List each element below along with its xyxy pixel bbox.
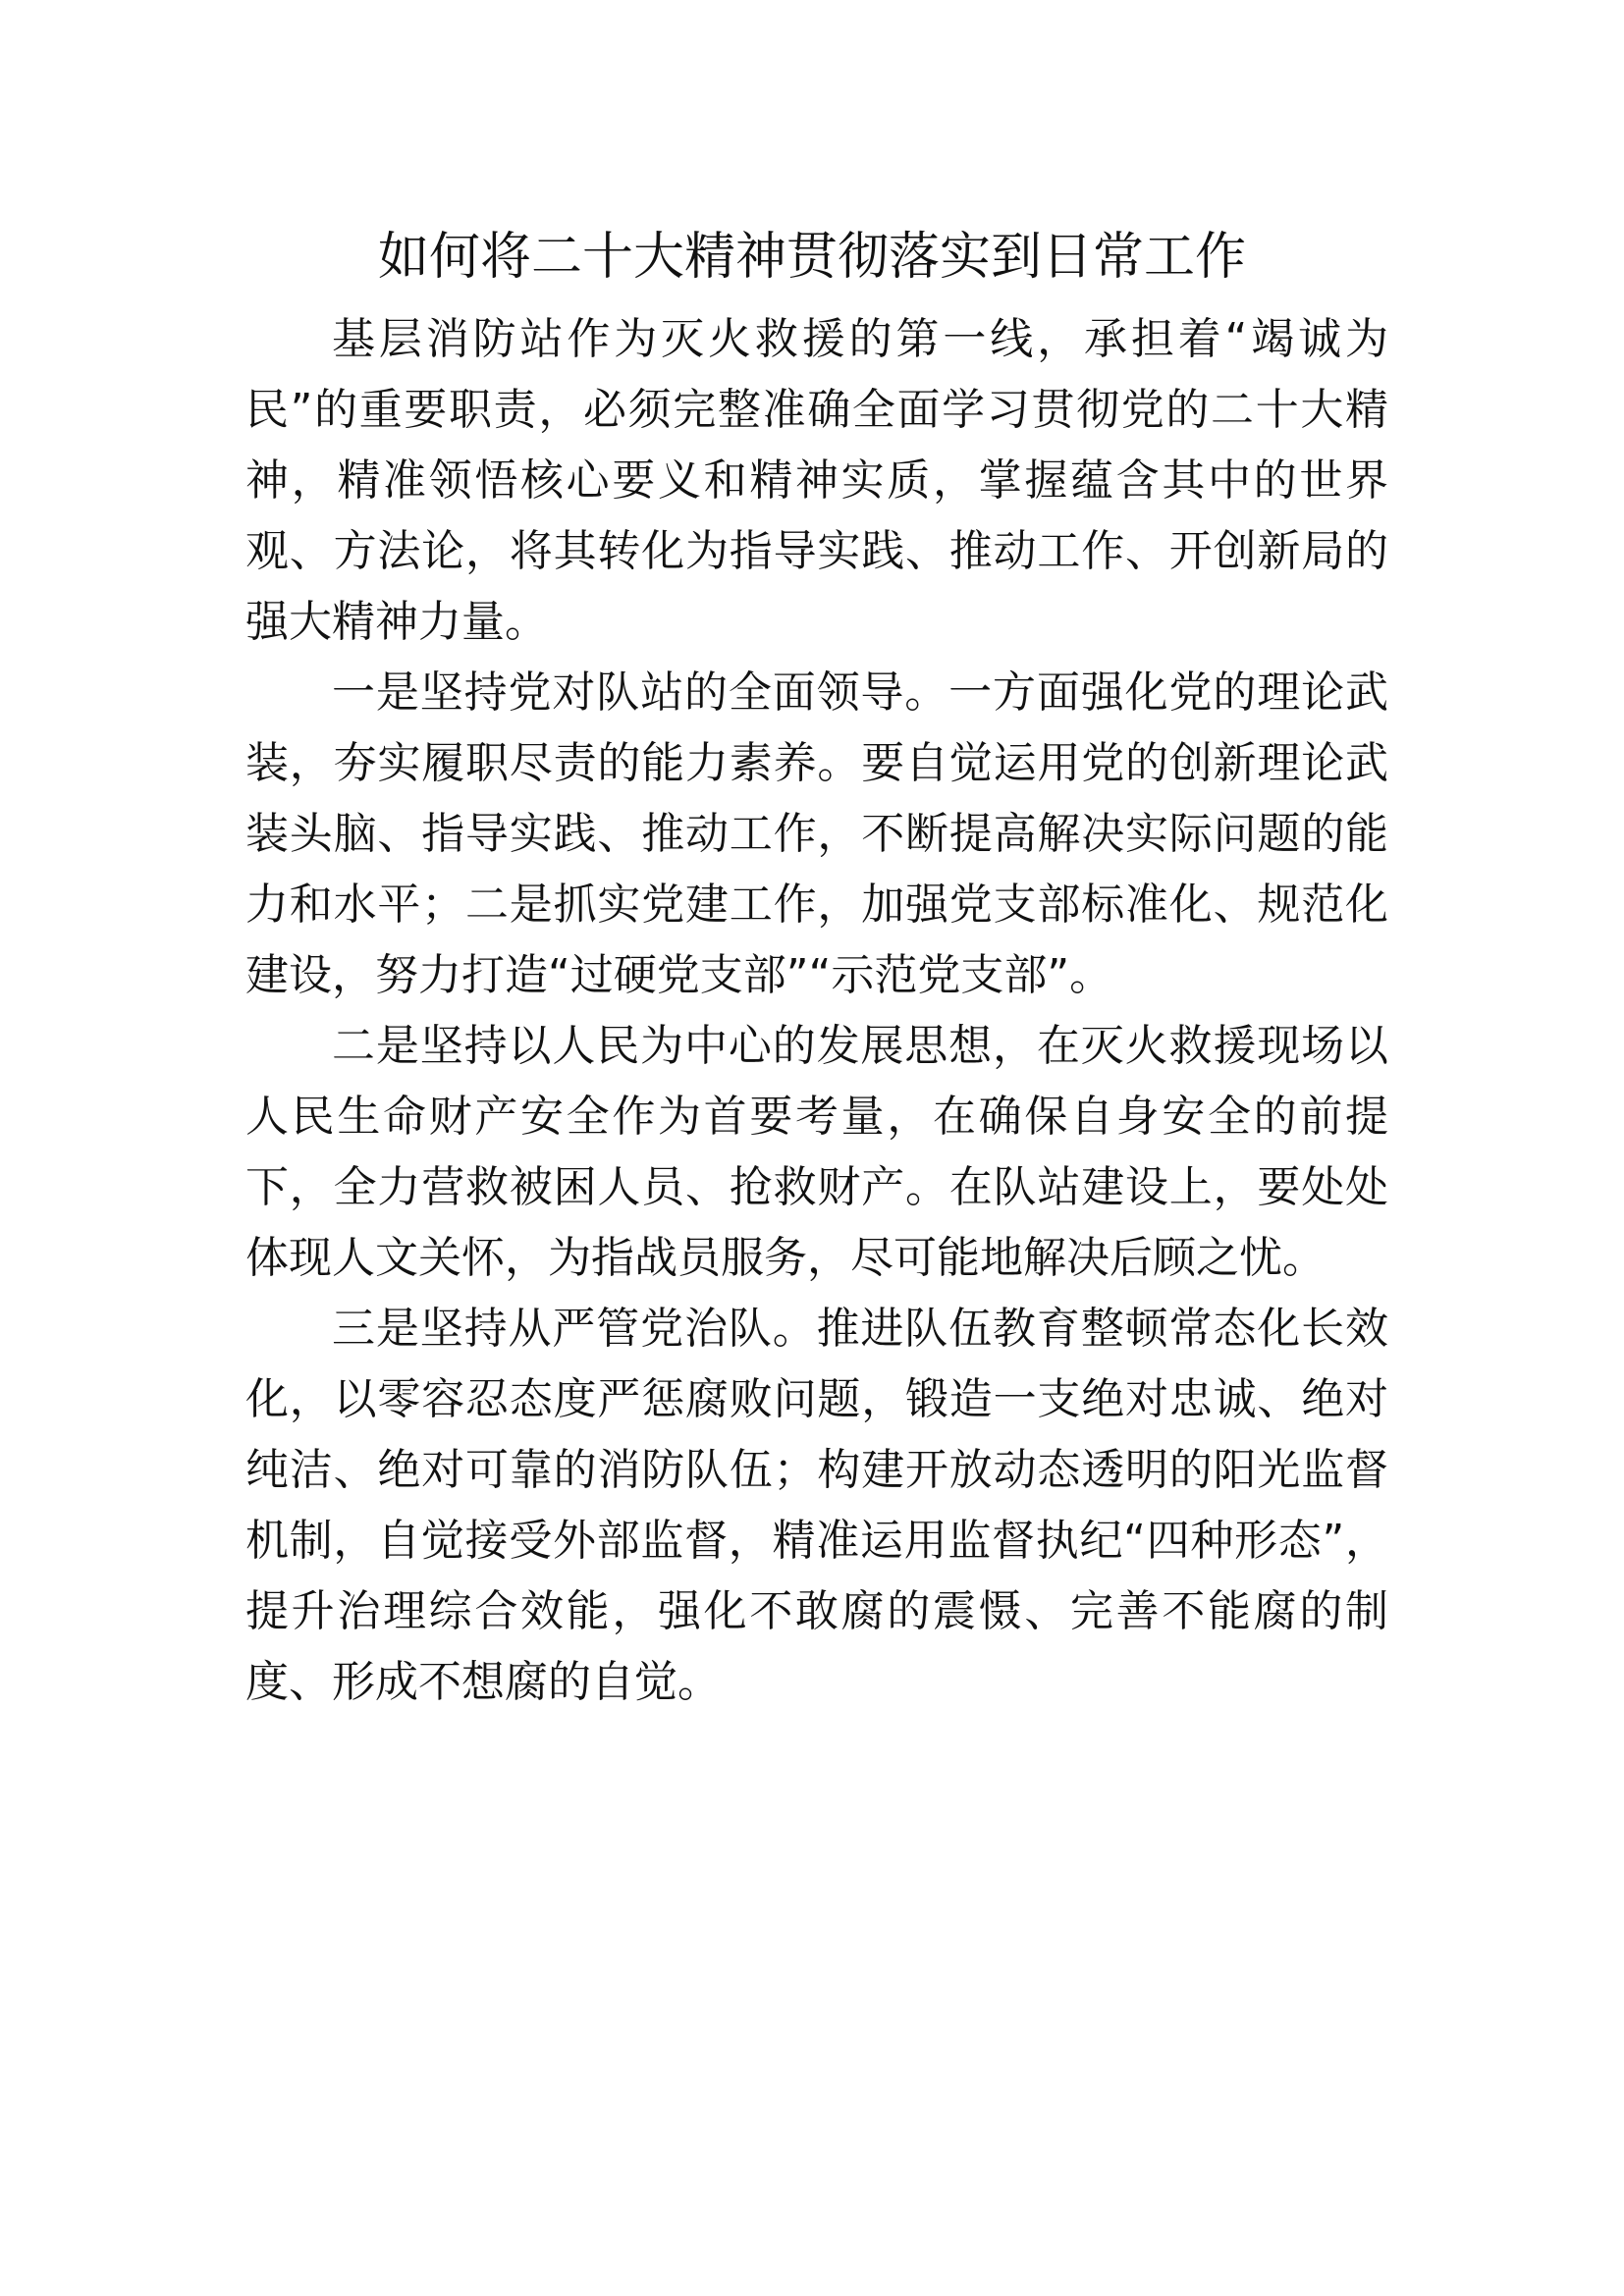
paragraph-party-leadership: 一是坚持党对队站的全面领导。一方面强化党的理论武装，夯实履职尽责的能力素养。要自觉运用党的创新理论武装头脑、指导实践、推动工作，不断提高解决实际问题的能力和水平；二是抓实党建工作，加强党支部标准化、规范化建设，努力打造“过硬党支部”“示范党支部”。 [245,667,1388,1000]
paragraph-intro: 基层消防站作为灭火救援的第一线，承担着“竭诚为民”的重要职责，必须完整准确全面学习贯彻党的二十大精神，精准领悟核心要义和精神实质，掌握蕴含其中的世界观、方法论，将其转化为指导实践、推动工作、开创新局的强大精神力量。 [245,314,1388,647]
paragraph-strict-governance: 三是坚持从严管党治队。推进队伍教育整顿常态化长效化，以零容忍态度严惩腐败问题，锻造一支绝对忠诚、绝对纯洁、绝对可靠的消防队伍；构建开放动态透明的阳光监督机制，自觉接受外部监督，精准运用监督执纪“四种形态”，提升治理综合效能，强化不敢腐的震慑、完善不能腐的制度、形成不想腐的自觉。 [245,1304,1388,1707]
document-title: 如何将二十大精神贯彻落实到日常工作 [377,228,1246,287]
paragraph-people-centered: 二是坚持以人民为中心的发展思想，在灭火救援现场以人民生命财产安全作为首要考量，在确保自身安全的前提下，全力营救被困人员、抢救财产。在队站建设上，要处处体现人文关怀，为指战员服务，尽可能地解决后顾之忧。 [245,1021,1388,1283]
document-body [245,304,1388,1718]
